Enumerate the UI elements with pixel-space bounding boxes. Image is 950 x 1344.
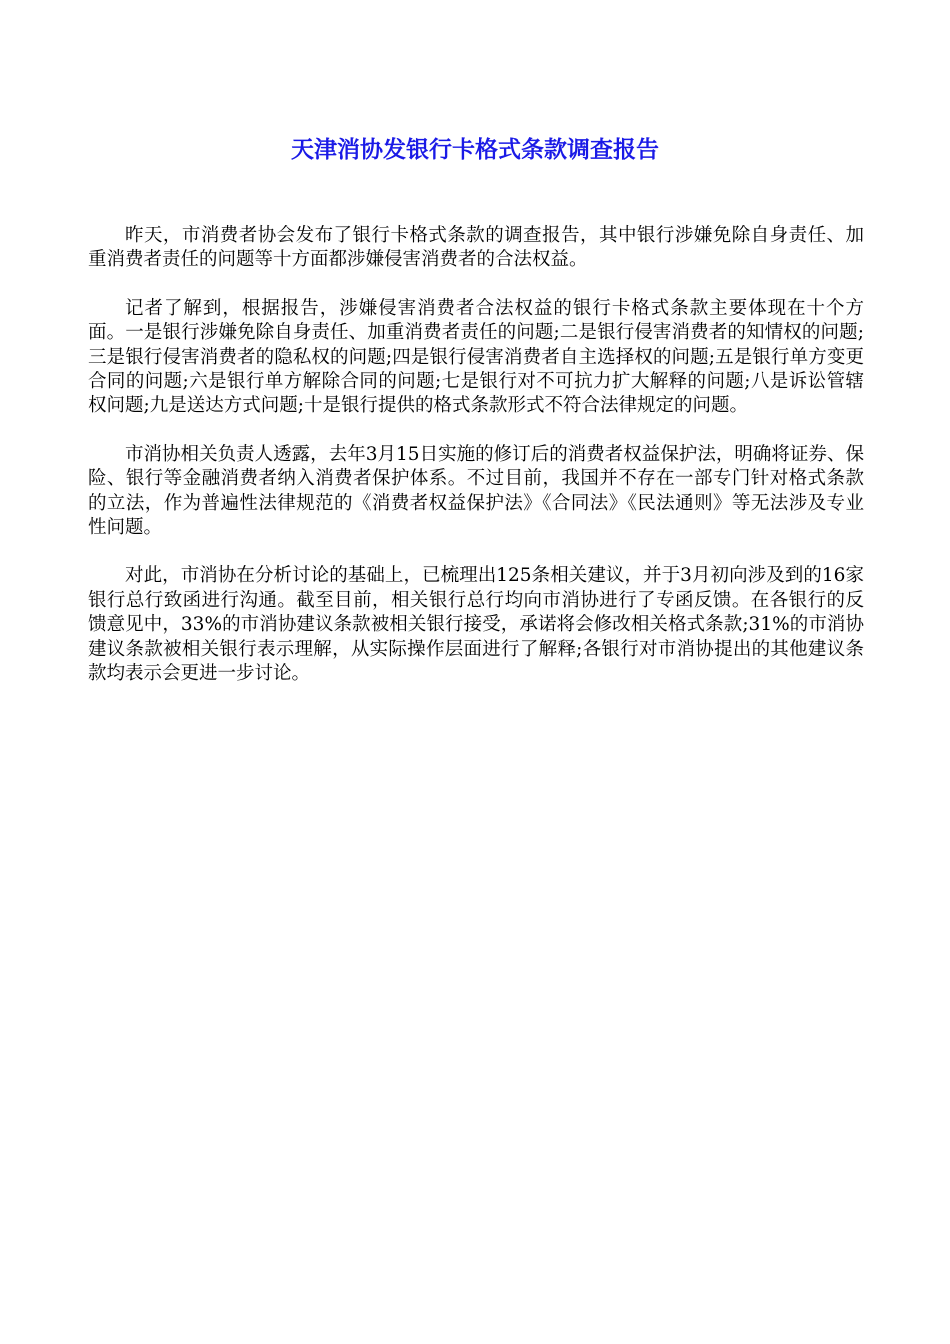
paragraph-3: 市消协相关负责人透露，去年3月15日实施的修订后的消费者权益保护法，明确将证券、保险、银行等金融消费者纳入消费者保护体系。不过目前，我国并不存在一部专门针对格式条款的立法，作为普遍性法律规范的《消费者权益保护法》《合同法》《民法通则》等无法涉及专业性问题。 <box>88 443 864 539</box>
paragraph-1: 昨天，市消费者协会发布了银行卡格式条款的调查报告，其中银行涉嫌免除自身责任、加重消费者责任的问题等十方面都涉嫌侵害消费者的合法权益。 <box>88 225 864 271</box>
document-body <box>88 224 864 711</box>
document-title: 天津消协发银行卡格式条款调查报告 <box>291 137 659 163</box>
paragraph-4: 对此，市消协在分析讨论的基础上，已梳理出125条相关建议，并于3月初向涉及到的16家银行总行致函进行沟通。截至目前，相关银行总行均向市消协进行了专函反馈。在各银行的反馈意见中，33%的市消协建议条款被相关银行接受，承诺将会修改相关格式条款;31%的市消协建议条款被相关银行表示理解，从实际操作层面进行了解释;各银行对市消协提出的其他建议条款均表示会更进一步讨论。 <box>88 565 864 685</box>
paragraph-2: 记者了解到，根据报告，涉嫌侵害消费者合法权益的银行卡格式条款主要体现在十个方面。一是银行涉嫌免除自身责任、加重消费者责任的问题;二是银行侵害消费者的知情权的问题;三是银行侵害消费者的隐私权的问题;四是银行侵害消费者自主选择权的问题;五是银行单方变更合同的问题;六是银行单方解除合同的问题;七是银行对不可抗力扩大解释的问题;八是诉讼管辖权问题;九是送达方式问题;十是银行提供的格式条款形式不符合法律规定的问题。 <box>88 297 864 417</box>
